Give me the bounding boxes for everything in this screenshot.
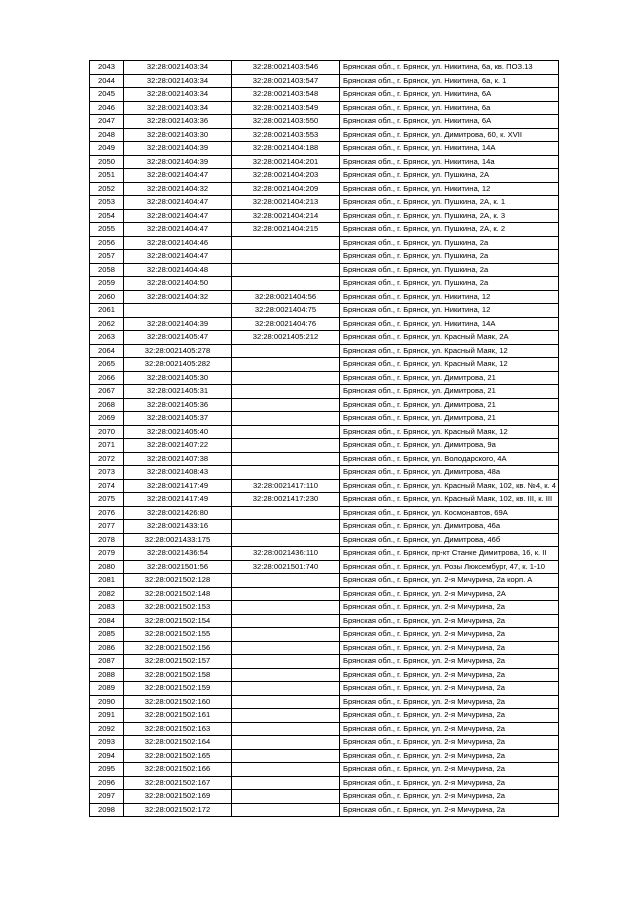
address-cell: Брянская обл., г. Брянск, ул. 2-я Мичурина, 2а — [340, 601, 559, 615]
land-parcel-number-cell: 32:28:0021502:172 — [124, 803, 232, 817]
land-parcel-number-cell: 32:28:0021502:167 — [124, 776, 232, 790]
row-number-cell: 2065 — [90, 358, 124, 372]
object-number-cell — [232, 439, 340, 453]
row-number-cell: 2071 — [90, 439, 124, 453]
address-cell: Брянская обл., г. Брянск, ул. Димитрова, 9а — [340, 439, 559, 453]
table-row — [90, 317, 559, 331]
land-parcel-number-cell: 32:28:0021404:47 — [124, 169, 232, 183]
object-number-cell: 32:28:0021436:110 — [232, 547, 340, 561]
row-number-cell: 2087 — [90, 655, 124, 669]
land-parcel-number-cell: 32:28:0021405:278 — [124, 344, 232, 358]
object-number-cell — [232, 790, 340, 804]
table-row — [90, 479, 559, 493]
row-number-cell: 2075 — [90, 493, 124, 507]
land-parcel-number-cell: 32:28:0021433:16 — [124, 520, 232, 534]
object-number-cell — [232, 385, 340, 399]
row-number-cell: 2068 — [90, 398, 124, 412]
object-number-cell — [232, 641, 340, 655]
land-parcel-number-cell: 32:28:0021436:54 — [124, 547, 232, 561]
table-row — [90, 304, 559, 318]
table-row — [90, 74, 559, 88]
address-cell: Брянская обл., г. Брянск, ул. Пушкина, 2А, к. 3 — [340, 209, 559, 223]
land-parcel-number-cell: 32:28:0021502:166 — [124, 763, 232, 777]
address-cell: Брянская обл., г. Брянск, ул. 2-я Мичурина, 2а — [340, 736, 559, 750]
address-cell: Брянская обл., г. Брянск, ул. Красный Маяк, 102, кв. III, к. III — [340, 493, 559, 507]
land-parcel-number-cell: 32:28:0021405:30 — [124, 371, 232, 385]
object-number-cell — [232, 614, 340, 628]
row-number-cell: 2062 — [90, 317, 124, 331]
land-parcel-number-cell: 32:28:0021407:22 — [124, 439, 232, 453]
row-number-cell: 2095 — [90, 763, 124, 777]
address-cell: Брянская обл., г. Брянск, ул. Красный Маяк, 12 — [340, 344, 559, 358]
land-parcel-number-cell: 32:28:0021405:37 — [124, 412, 232, 426]
object-number-cell — [232, 533, 340, 547]
object-number-cell: 32:28:0021403:546 — [232, 61, 340, 75]
address-cell: Брянская обл., г. Брянск, ул. Красный Маяк, 2А — [340, 331, 559, 345]
table-row — [90, 101, 559, 115]
address-cell: Брянская обл., г. Брянск, ул. 2-я Мичурина, 2а — [340, 790, 559, 804]
address-cell: Брянская обл., г. Брянск, ул. 2-я Мичурина, 2а — [340, 655, 559, 669]
address-cell: Брянская обл., г. Брянск, ул. Никитина, 12 — [340, 182, 559, 196]
land-parcel-number-cell: 32:28:0021417:49 — [124, 479, 232, 493]
row-number-cell: 2097 — [90, 790, 124, 804]
object-number-cell — [232, 695, 340, 709]
object-number-cell: 32:28:0021404:188 — [232, 142, 340, 156]
land-parcel-number-cell: 32:28:0021502:148 — [124, 587, 232, 601]
land-parcel-number-cell: 32:28:0021403:34 — [124, 74, 232, 88]
land-parcel-number-cell: 32:28:0021404:46 — [124, 236, 232, 250]
object-number-cell — [232, 466, 340, 480]
row-number-cell: 2083 — [90, 601, 124, 615]
table-row — [90, 209, 559, 223]
row-number-cell: 2048 — [90, 128, 124, 142]
land-parcel-number-cell: 32:28:0021502:159 — [124, 682, 232, 696]
object-number-cell: 32:28:0021403:549 — [232, 101, 340, 115]
object-number-cell: 32:28:0021404:203 — [232, 169, 340, 183]
row-number-cell: 2063 — [90, 331, 124, 345]
table-row — [90, 641, 559, 655]
row-number-cell: 2081 — [90, 574, 124, 588]
row-number-cell: 2078 — [90, 533, 124, 547]
table-row — [90, 790, 559, 804]
land-parcel-number-cell: 32:28:0021403:34 — [124, 61, 232, 75]
row-number-cell: 2069 — [90, 412, 124, 426]
land-parcel-number-cell: 32:28:0021404:47 — [124, 196, 232, 210]
table-row — [90, 169, 559, 183]
address-cell: Брянская обл., г. Брянск, ул. Димитрова, 46а — [340, 520, 559, 534]
address-cell: Брянская обл., г. Брянск, ул. 2-я Мичурина, 2а — [340, 803, 559, 817]
object-number-cell — [232, 668, 340, 682]
land-parcel-number-cell: 32:28:0021404:39 — [124, 317, 232, 331]
land-parcel-number-cell: 32:28:0021404:47 — [124, 250, 232, 264]
land-parcel-number-cell: 32:28:0021405:47 — [124, 331, 232, 345]
address-cell: Брянская обл., г. Брянск, ул. Никитина, 14А — [340, 317, 559, 331]
address-cell: Брянская обл., г. Брянск, ул. Пушкина, 2а — [340, 250, 559, 264]
address-cell: Брянская обл., г. Брянск, ул. 2-я Мичурина, 2а — [340, 628, 559, 642]
row-number-cell: 2086 — [90, 641, 124, 655]
object-number-cell: 32:28:0021404:209 — [232, 182, 340, 196]
object-number-cell: 32:28:0021405:212 — [232, 331, 340, 345]
table-row — [90, 290, 559, 304]
land-parcel-number-cell — [124, 304, 232, 318]
address-cell: Брянская обл., г. Брянск, ул. 2-я Мичурина, 2А — [340, 587, 559, 601]
object-number-cell: 32:28:0021501:740 — [232, 560, 340, 574]
land-parcel-number-cell: 32:28:0021403:30 — [124, 128, 232, 142]
land-parcel-number-cell: 32:28:0021405:282 — [124, 358, 232, 372]
land-parcel-number-cell: 32:28:0021502:165 — [124, 749, 232, 763]
table-row — [90, 277, 559, 291]
table-row — [90, 196, 559, 210]
table-row — [90, 466, 559, 480]
table-row — [90, 115, 559, 129]
address-cell: Брянская обл., г. Брянск, ул. 2-я Мичурина, 2а — [340, 695, 559, 709]
address-cell: Брянская обл., г. Брянск, ул. Пушкина, 2А, к. 1 — [340, 196, 559, 210]
address-cell: Брянская обл., г. Брянск, ул. Никитина, 6а — [340, 101, 559, 115]
land-parcel-number-cell: 32:28:0021502:164 — [124, 736, 232, 750]
row-number-cell: 2049 — [90, 142, 124, 156]
object-number-cell: 32:28:0021403:548 — [232, 88, 340, 102]
table-row — [90, 587, 559, 601]
object-number-cell — [232, 574, 340, 588]
row-number-cell: 2079 — [90, 547, 124, 561]
land-parcel-number-cell: 32:28:0021502:157 — [124, 655, 232, 669]
land-parcel-number-cell: 32:28:0021403:34 — [124, 88, 232, 102]
object-number-cell — [232, 250, 340, 264]
address-cell: Брянская обл., г. Брянск, ул. Пушкина, 2а — [340, 236, 559, 250]
address-cell: Брянская обл., г. Брянск, ул. Никитина, 12 — [340, 304, 559, 318]
land-parcel-number-cell: 32:28:0021502:161 — [124, 709, 232, 723]
object-number-cell — [232, 736, 340, 750]
table-row — [90, 601, 559, 615]
address-cell: Брянская обл., г. Брянск, ул. Никитина, 6а, к. 1 — [340, 74, 559, 88]
address-cell: Брянская обл., г. Брянск, ул. 2-я Мичурина, 2а — [340, 682, 559, 696]
land-parcel-number-cell: 32:28:0021405:31 — [124, 385, 232, 399]
row-number-cell: 2060 — [90, 290, 124, 304]
land-parcel-number-cell: 32:28:0021501:56 — [124, 560, 232, 574]
address-cell: Брянская обл., г. Брянск, ул. Никитина, 6А — [340, 88, 559, 102]
row-number-cell: 2046 — [90, 101, 124, 115]
row-number-cell: 2082 — [90, 587, 124, 601]
row-number-cell: 2094 — [90, 749, 124, 763]
address-cell: Брянская обл., г. Брянск, ул. 2-я Мичурина, 2а — [340, 641, 559, 655]
object-number-cell: 32:28:0021404:201 — [232, 155, 340, 169]
row-number-cell: 2050 — [90, 155, 124, 169]
address-cell: Брянская обл., г. Брянск, ул. Красный Маяк, 12 — [340, 425, 559, 439]
row-number-cell: 2084 — [90, 614, 124, 628]
row-number-cell: 2057 — [90, 250, 124, 264]
object-number-cell — [232, 587, 340, 601]
object-number-cell: 32:28:0021404:56 — [232, 290, 340, 304]
address-cell: Брянская обл., г. Брянск, ул. 2-я Мичурина, 2а — [340, 763, 559, 777]
address-cell: Брянская обл., г. Брянск, ул. 2-я Мичурина, 2а — [340, 776, 559, 790]
land-parcel-number-cell: 32:28:0021404:32 — [124, 290, 232, 304]
row-number-cell: 2098 — [90, 803, 124, 817]
object-number-cell: 32:28:0021404:213 — [232, 196, 340, 210]
address-cell: Брянская обл., г. Брянск, ул. Никитина, 14а — [340, 155, 559, 169]
land-parcel-number-cell: 32:28:0021417:49 — [124, 493, 232, 507]
row-number-cell: 2061 — [90, 304, 124, 318]
land-parcel-number-cell: 32:28:0021433:175 — [124, 533, 232, 547]
address-cell: Брянская обл., г. Брянск, ул. 2-я Мичурина, 2а — [340, 709, 559, 723]
cadastral-table — [89, 60, 559, 817]
address-cell: Брянская обл., г. Брянск, ул. Никитина, 14А — [340, 142, 559, 156]
address-cell: Брянская обл., г. Брянск, ул. Никитина, 12 — [340, 290, 559, 304]
object-number-cell — [232, 263, 340, 277]
table-row — [90, 574, 559, 588]
table-row — [90, 803, 559, 817]
row-number-cell: 2064 — [90, 344, 124, 358]
land-parcel-number-cell: 32:28:0021502:160 — [124, 695, 232, 709]
address-cell: Брянская обл., г. Брянск, ул. Космонавтов, 69А — [340, 506, 559, 520]
row-number-cell: 2074 — [90, 479, 124, 493]
table-row — [90, 371, 559, 385]
address-cell: Брянская обл., г. Брянск, ул. 2-я Мичурина, 2а — [340, 668, 559, 682]
row-number-cell: 2091 — [90, 709, 124, 723]
land-parcel-number-cell: 32:28:0021502:153 — [124, 601, 232, 615]
row-number-cell: 2052 — [90, 182, 124, 196]
object-number-cell: 32:28:0021403:553 — [232, 128, 340, 142]
row-number-cell: 2054 — [90, 209, 124, 223]
address-cell: Брянская обл., г. Брянск, ул. Димитрова, 21 — [340, 385, 559, 399]
table-row — [90, 493, 559, 507]
table-row — [90, 520, 559, 534]
address-cell: Брянская обл., г. Брянск, ул. Димитрова, 21 — [340, 398, 559, 412]
row-number-cell: 2077 — [90, 520, 124, 534]
land-parcel-number-cell: 32:28:0021426:80 — [124, 506, 232, 520]
row-number-cell: 2058 — [90, 263, 124, 277]
object-number-cell — [232, 358, 340, 372]
table-row — [90, 722, 559, 736]
table-row — [90, 398, 559, 412]
table-row — [90, 439, 559, 453]
address-cell: Брянская обл., г. Брянск, ул. Красный Маяк, 12 — [340, 358, 559, 372]
row-number-cell: 2092 — [90, 722, 124, 736]
row-number-cell: 2067 — [90, 385, 124, 399]
object-number-cell: 32:28:0021404:214 — [232, 209, 340, 223]
table-row — [90, 142, 559, 156]
row-number-cell: 2073 — [90, 466, 124, 480]
table-row — [90, 223, 559, 237]
address-cell: Брянская обл., г. Брянск, ул. 2-я Мичурина, 2а — [340, 614, 559, 628]
address-cell: Брянская обл., г. Брянск, ул. Димитрова, 46б — [340, 533, 559, 547]
object-number-cell: 32:28:0021417:110 — [232, 479, 340, 493]
address-cell: Брянская обл., г. Брянск, ул. Димитрова, 21 — [340, 371, 559, 385]
object-number-cell: 32:28:0021404:76 — [232, 317, 340, 331]
address-cell: Брянская обл., г. Брянск, ул. Розы Люксембург, 47, к. 1-10 — [340, 560, 559, 574]
table-row — [90, 776, 559, 790]
table-row — [90, 155, 559, 169]
row-number-cell: 2059 — [90, 277, 124, 291]
table-row — [90, 236, 559, 250]
address-cell: Брянская обл., г. Брянск, ул. 2-я Мичурина, 2а — [340, 749, 559, 763]
table-row — [90, 682, 559, 696]
object-number-cell — [232, 776, 340, 790]
land-parcel-number-cell: 32:28:0021404:39 — [124, 155, 232, 169]
object-number-cell — [232, 371, 340, 385]
land-parcel-number-cell: 32:28:0021404:32 — [124, 182, 232, 196]
table-row — [90, 385, 559, 399]
address-cell: Брянская обл., г. Брянск, ул. Пушкина, 2А, к. 2 — [340, 223, 559, 237]
table-row — [90, 695, 559, 709]
row-number-cell: 2089 — [90, 682, 124, 696]
table-body — [90, 61, 559, 817]
address-cell: Брянская обл., г. Брянск, ул. Пушкина, 2а — [340, 263, 559, 277]
row-number-cell: 2072 — [90, 452, 124, 466]
address-cell: Брянская обл., г. Брянск, ул. Никитина, 6А — [340, 115, 559, 129]
object-number-cell — [232, 763, 340, 777]
object-number-cell — [232, 803, 340, 817]
row-number-cell: 2096 — [90, 776, 124, 790]
address-cell: Брянская обл., г. Брянск, ул. 2-я Мичурина, 2а — [340, 722, 559, 736]
table-row — [90, 344, 559, 358]
row-number-cell: 2056 — [90, 236, 124, 250]
object-number-cell — [232, 722, 340, 736]
address-cell: Брянская обл., г. Брянск, ул. Пушкина, 2А — [340, 169, 559, 183]
row-number-cell: 2090 — [90, 695, 124, 709]
table-row — [90, 547, 559, 561]
row-number-cell: 2055 — [90, 223, 124, 237]
object-number-cell — [232, 709, 340, 723]
object-number-cell — [232, 344, 340, 358]
address-cell: Брянская обл., г. Брянск, ул. Димитрова, 21 — [340, 412, 559, 426]
table-row — [90, 452, 559, 466]
object-number-cell — [232, 749, 340, 763]
land-parcel-number-cell: 32:28:0021405:36 — [124, 398, 232, 412]
table-row — [90, 709, 559, 723]
land-parcel-number-cell: 32:28:0021404:47 — [124, 209, 232, 223]
land-parcel-number-cell: 32:28:0021502:163 — [124, 722, 232, 736]
land-parcel-number-cell: 32:28:0021502:158 — [124, 668, 232, 682]
table-row — [90, 331, 559, 345]
table-row — [90, 668, 559, 682]
land-parcel-number-cell: 32:28:0021403:34 — [124, 101, 232, 115]
table-row — [90, 763, 559, 777]
object-number-cell — [232, 236, 340, 250]
object-number-cell: 32:28:0021417:230 — [232, 493, 340, 507]
row-number-cell: 2051 — [90, 169, 124, 183]
land-parcel-number-cell: 32:28:0021502:128 — [124, 574, 232, 588]
row-number-cell: 2045 — [90, 88, 124, 102]
object-number-cell: 32:28:0021404:75 — [232, 304, 340, 318]
land-parcel-number-cell: 32:28:0021404:39 — [124, 142, 232, 156]
table-row — [90, 560, 559, 574]
row-number-cell: 2088 — [90, 668, 124, 682]
address-cell: Брянская обл., г. Брянск, пр-кт Станке Димитрова, 16, к. II — [340, 547, 559, 561]
table-row — [90, 655, 559, 669]
land-parcel-number-cell: 32:28:0021502:169 — [124, 790, 232, 804]
row-number-cell: 2076 — [90, 506, 124, 520]
object-number-cell: 32:28:0021403:550 — [232, 115, 340, 129]
table-row — [90, 425, 559, 439]
object-number-cell — [232, 682, 340, 696]
object-number-cell — [232, 412, 340, 426]
land-parcel-number-cell: 32:28:0021502:156 — [124, 641, 232, 655]
land-parcel-number-cell: 32:28:0021405:40 — [124, 425, 232, 439]
address-cell: Брянская обл., г. Брянск, ул. Володарского, 4А — [340, 452, 559, 466]
land-parcel-number-cell: 32:28:0021404:47 — [124, 223, 232, 237]
table-row — [90, 250, 559, 264]
land-parcel-number-cell: 32:28:0021502:155 — [124, 628, 232, 642]
object-number-cell — [232, 520, 340, 534]
row-number-cell: 2043 — [90, 61, 124, 75]
object-number-cell — [232, 277, 340, 291]
address-cell: Брянская обл., г. Брянск, ул. Димитрова, 48а — [340, 466, 559, 480]
object-number-cell — [232, 655, 340, 669]
land-parcel-number-cell: 32:28:0021404:50 — [124, 277, 232, 291]
row-number-cell: 2093 — [90, 736, 124, 750]
address-cell: Брянская обл., г. Брянск, ул. 2-я Мичурина, 2а корп. А — [340, 574, 559, 588]
address-cell: Брянская обл., г. Брянск, ул. Никитина, 6а, кв. ПОЗ.13 — [340, 61, 559, 75]
object-number-cell: 32:28:0021403:547 — [232, 74, 340, 88]
table-row — [90, 61, 559, 75]
table-row — [90, 88, 559, 102]
address-cell: Брянская обл., г. Брянск, ул. Красный Маяк, 102, кв. №4, к. 4 — [340, 479, 559, 493]
table-row — [90, 506, 559, 520]
object-number-cell: 32:28:0021404:215 — [232, 223, 340, 237]
table-row — [90, 628, 559, 642]
object-number-cell — [232, 628, 340, 642]
object-number-cell — [232, 425, 340, 439]
land-parcel-number-cell: 32:28:0021502:154 — [124, 614, 232, 628]
object-number-cell — [232, 452, 340, 466]
land-parcel-number-cell: 32:28:0021403:36 — [124, 115, 232, 129]
row-number-cell: 2080 — [90, 560, 124, 574]
table-row — [90, 736, 559, 750]
row-number-cell: 2085 — [90, 628, 124, 642]
table-row — [90, 412, 559, 426]
object-number-cell — [232, 506, 340, 520]
land-parcel-number-cell: 32:28:0021408:43 — [124, 466, 232, 480]
row-number-cell: 2047 — [90, 115, 124, 129]
address-cell: Брянская обл., г. Брянск, ул. Димитрова, 60, к. XVII — [340, 128, 559, 142]
row-number-cell: 2044 — [90, 74, 124, 88]
row-number-cell: 2070 — [90, 425, 124, 439]
land-parcel-number-cell: 32:28:0021404:48 — [124, 263, 232, 277]
table-row — [90, 533, 559, 547]
table-row — [90, 263, 559, 277]
object-number-cell — [232, 398, 340, 412]
table-row — [90, 358, 559, 372]
table-row — [90, 128, 559, 142]
address-cell: Брянская обл., г. Брянск, ул. Пушкина, 2а — [340, 277, 559, 291]
table-row — [90, 749, 559, 763]
object-number-cell — [232, 601, 340, 615]
row-number-cell: 2066 — [90, 371, 124, 385]
table-row — [90, 614, 559, 628]
row-number-cell: 2053 — [90, 196, 124, 210]
table-row — [90, 182, 559, 196]
land-parcel-number-cell: 32:28:0021407:38 — [124, 452, 232, 466]
